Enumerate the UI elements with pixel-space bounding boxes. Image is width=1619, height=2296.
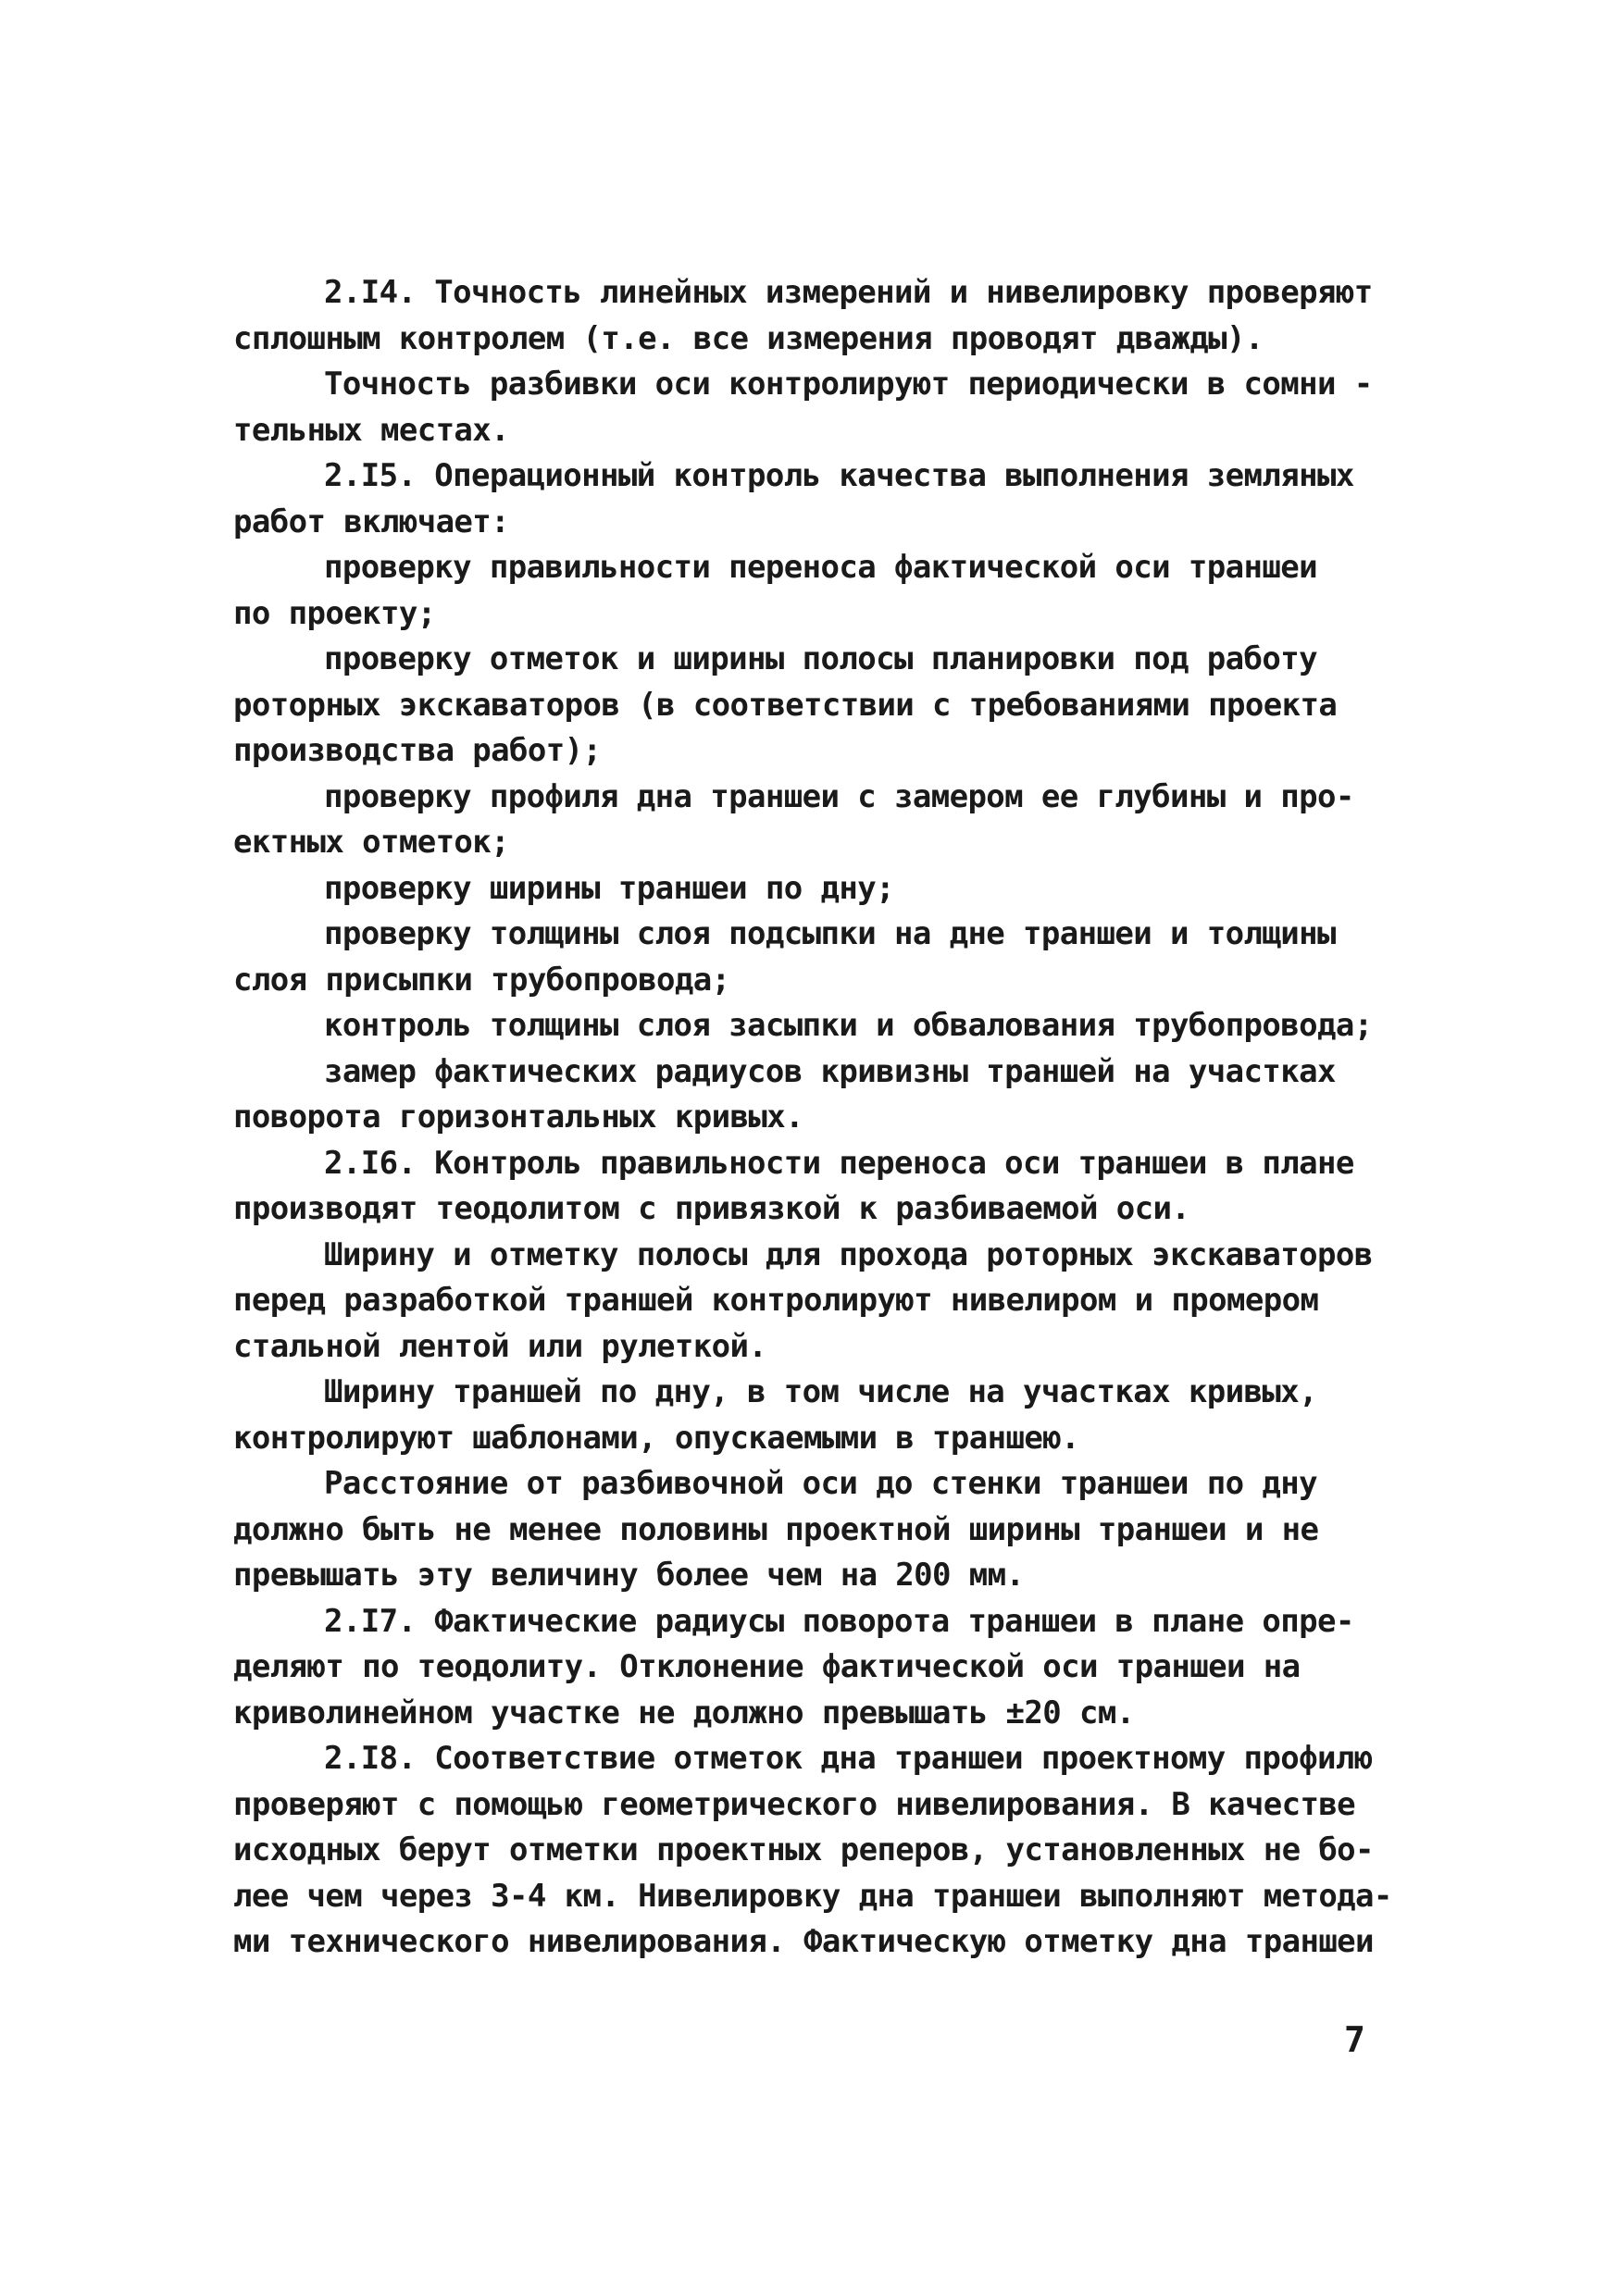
text-line: превышать эту величину более чем на 200 мм. [233,1557,1025,1594]
text-line: тельных местах. [233,411,510,449]
text-line: 2.I4. Точность линейных измерений и нивелировку проверяют [324,274,1373,311]
text-line: Расстояние от разбивочной оси до стенки траншеи по дну [324,1465,1317,1502]
text-line: исходных берут отметки проектных реперов, установленных не бо- [233,1831,1374,1868]
text-line: лее чем через 3-4 км. Нивелировку дна траншеи выполняют метода- [233,1877,1392,1915]
page-number: 7 [1344,2019,1365,2060]
text-line: Точность разбивки оси контролируют периодически в сомни - [324,366,1373,403]
text-line: Ширину траншей по дну, в том числе на участках кривых, [324,1373,1317,1410]
text-line: должно быть не менее половины проектной ширины траншеи и не [233,1510,1319,1548]
text-line: проверяют с помощью геометрического нивелирования. В качестве [233,1785,1356,1823]
text-line: контроль толщины слоя засыпки и обвалования трубопровода; [324,1007,1373,1044]
text-line: Ширину и отметку полосы для прохода роторных экскаваторов [324,1235,1373,1273]
text-line: перед разработкой траншей контролируют нивелиром и промером [233,1282,1319,1319]
text-line: 2.I7. Фактические радиусы поворота траншеи в плане опре- [324,1602,1354,1640]
text-line: 2.I6. Контроль правильности переноса оси траншеи в плане [324,1144,1354,1182]
text-line: по проекту; [233,594,436,632]
text-line: стальной лентой или рулеткой. [233,1327,767,1365]
text-line: слоя присыпки трубопровода; [233,961,730,999]
text-line: проверку ширины траншеи по дну; [324,869,894,907]
text-line: 2.I5. Операционный контроль качества выполнения земляных [324,457,1354,494]
text-line: проверку профиля дна траншеи с замером ее глубины и про- [324,777,1354,815]
text-line: проверку правильности переноса фактической оси траншеи [324,549,1317,586]
text-line: проверку отметок и ширины полосы планировки под работу [324,640,1317,677]
text-line: сплошным контролем (т.е. все измерения проводят дважды). [233,319,1264,357]
text-line: производят теодолитом с привязкой к разбиваемой оси. [233,1190,1190,1227]
text-line: замер фактических радиусов кривизны траншей на участках [324,1052,1336,1090]
text-line: роторных экскаваторов (в соответствии с требованиями проекта [233,686,1338,724]
text-line: производства работ); [233,732,602,769]
text-line: контролируют шаблонами, опускаемыми в траншею. [233,1419,1080,1457]
text-line: ектных отметок; [233,824,510,861]
text-line: проверку толщины слоя подсыпки на дне траншеи и толщины [324,915,1336,952]
text-line: ми технического нивелирования. Фактическую отметку дна траншеи [233,1923,1374,1960]
text-line: поворота горизонтальных кривых. [233,1098,803,1136]
text-line: работ включает: [233,503,510,540]
text-line: деляют по теодолиту. Отклонение фактической оси траншеи на [233,1648,1301,1685]
text-line: 2.I8. Соответствие отметок дна траншеи проектному профилю [324,1740,1373,1777]
text-line: криволинейном участке не должно превышать ±20 см. [233,1694,1135,1731]
body-text [233,270,1401,1966]
